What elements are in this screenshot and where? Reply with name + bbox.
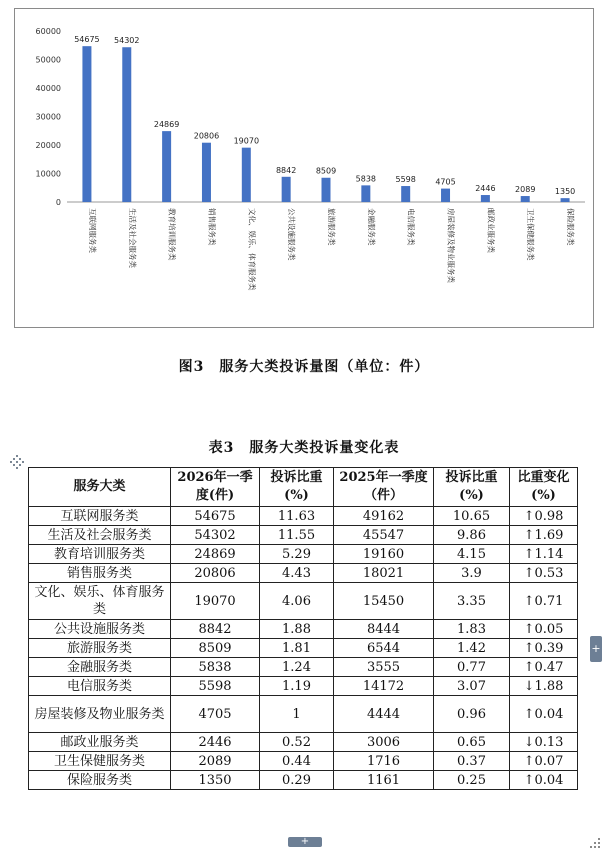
- table-row: [29, 583, 578, 620]
- row-cell: 3.07: [434, 677, 510, 696]
- row-category: 互联网服务类: [29, 507, 171, 526]
- data-label: 2089: [515, 185, 536, 195]
- table-row: [29, 677, 578, 696]
- row-cell: 1: [260, 696, 334, 733]
- x-tick-label: 房屋装修及物业服务类: [446, 208, 456, 283]
- row-cell: 15450: [334, 583, 434, 620]
- row-category: 生活及社会服务类: [29, 526, 171, 545]
- row-cell: 0.29: [260, 771, 334, 790]
- row-cell: ↑0.98: [510, 507, 578, 526]
- row-cell: 0.77: [434, 658, 510, 677]
- data-label: 5838: [355, 174, 377, 184]
- header-2026-q1: 2026年一季度(件): [171, 468, 260, 507]
- header-share-change: 比重变化(%): [510, 468, 578, 507]
- bar: [322, 178, 331, 202]
- figure-caption: 图3 服务大类投诉量图（单位：件）: [178, 359, 430, 375]
- row-category: 教育培训服务类: [29, 545, 171, 564]
- data-label: 2446: [475, 184, 496, 194]
- table-row: [29, 526, 578, 545]
- bar: [521, 196, 530, 202]
- row-cell: 2089: [171, 752, 260, 771]
- resize-handle-icon[interactable]: [590, 838, 600, 848]
- table-header-row: [29, 468, 578, 507]
- y-tick-label: 10000: [35, 169, 61, 179]
- header-2025-q1: 2025年一季度（件）: [334, 468, 434, 507]
- row-cell: ↑0.71: [510, 583, 578, 620]
- row-cell: 6544: [334, 639, 434, 658]
- row-cell: 20806: [171, 564, 260, 583]
- header-share-2025: 投诉比重(%): [434, 468, 510, 507]
- row-cell: 5598: [171, 677, 260, 696]
- row-cell: 5838: [171, 658, 260, 677]
- row-cell: 3.9: [434, 564, 510, 583]
- data-label: 4705: [435, 177, 456, 187]
- row-cell: 0.25: [434, 771, 510, 790]
- bar: [441, 189, 450, 202]
- row-cell: 54302: [171, 526, 260, 545]
- row-cell: 14172: [334, 677, 434, 696]
- row-cell: 0.44: [260, 752, 334, 771]
- row-cell: ↑0.47: [510, 658, 578, 677]
- row-cell: 11.63: [260, 507, 334, 526]
- row-cell: ↑1.14: [510, 545, 578, 564]
- bar: [162, 131, 171, 202]
- row-cell: ↑0.05: [510, 620, 578, 639]
- table-row: [29, 507, 578, 526]
- row-cell: ↓0.13: [510, 733, 578, 752]
- row-category: 销售服务类: [29, 564, 171, 583]
- row-cell: 3.35: [434, 583, 510, 620]
- row-cell: ↑0.39: [510, 639, 578, 658]
- y-tick-label: 40000: [35, 84, 61, 93]
- table-row: [29, 771, 578, 790]
- bottom-add-handle[interactable]: [288, 837, 322, 847]
- y-tick-label: 50000: [35, 55, 61, 65]
- row-cell: 24869: [171, 545, 260, 564]
- row-cell: 11.55: [260, 526, 334, 545]
- x-tick-label: 销售服务类: [207, 208, 217, 246]
- row-cell: 4.43: [260, 564, 334, 583]
- data-label: 1350: [554, 187, 576, 197]
- row-category: 保险服务类: [29, 771, 171, 790]
- data-label: 19070: [233, 136, 260, 146]
- row-cell: 1350: [171, 771, 260, 790]
- row-cell: ↓1.88: [510, 677, 578, 696]
- bar: [202, 143, 211, 202]
- row-cell: 1.19: [260, 677, 334, 696]
- x-tick-label: 生活及社会服务类: [127, 208, 137, 268]
- x-tick-label: 文化、娱乐、体育服务类: [247, 208, 257, 291]
- row-category: 卫生保健服务类: [29, 752, 171, 771]
- plus-icon: +: [591, 642, 601, 655]
- x-tick-label: 金融服务类: [366, 208, 376, 246]
- row-cell: ↑0.04: [510, 771, 578, 790]
- row-cell: 4705: [171, 696, 260, 733]
- row-category: 旅游服务类: [29, 639, 171, 658]
- data-label: 54675: [74, 35, 100, 45]
- table-row: [29, 639, 578, 658]
- row-cell: 4444: [334, 696, 434, 733]
- complaints-change-table: [28, 467, 578, 790]
- complaints-bar-chart: [15, 9, 595, 329]
- row-cell: 2446: [171, 733, 260, 752]
- x-tick-label: 电信服务类: [406, 208, 416, 246]
- row-cell: 4.06: [260, 583, 334, 620]
- data-label: 8842: [275, 165, 297, 175]
- row-cell: 1716: [334, 752, 434, 771]
- bar: [561, 198, 570, 202]
- row-cell: 49162: [334, 507, 434, 526]
- y-tick-label: 30000: [35, 112, 61, 122]
- table-row: [29, 564, 578, 583]
- row-cell: 1161: [334, 771, 434, 790]
- x-tick-label: 教育培训服务类: [167, 208, 177, 261]
- row-cell: 9.86: [434, 526, 510, 545]
- row-cell: 8842: [171, 620, 260, 639]
- row-cell: 1.42: [434, 639, 510, 658]
- row-cell: 19160: [334, 545, 434, 564]
- row-cell: 1.81: [260, 639, 334, 658]
- table-row: [29, 658, 578, 677]
- row-cell: 0.65: [434, 733, 510, 752]
- y-tick-label: 0: [55, 198, 61, 207]
- bar: [82, 46, 91, 202]
- row-cell: 5.29: [260, 545, 334, 564]
- x-tick-label: 公共设施服务类: [287, 208, 297, 261]
- row-category: 文化、娱乐、体育服务类: [29, 583, 171, 620]
- row-cell: ↑0.07: [510, 752, 578, 771]
- y-tick-label: 20000: [35, 141, 61, 150]
- data-label: 5598: [395, 175, 416, 185]
- row-category: 电信服务类: [29, 677, 171, 696]
- row-cell: ↑0.53: [510, 564, 578, 583]
- bar: [282, 177, 291, 202]
- side-add-handle[interactable]: [590, 636, 602, 662]
- bar-chart-frame: [14, 8, 594, 328]
- bar: [122, 47, 131, 202]
- row-cell: 3006: [334, 733, 434, 752]
- row-cell: 19070: [171, 583, 260, 620]
- row-cell: ↑1.69: [510, 526, 578, 545]
- row-category: 房屋装修及物业服务类: [29, 696, 171, 733]
- row-cell: 54675: [171, 507, 260, 526]
- data-label: 8509: [315, 166, 337, 176]
- bar: [361, 185, 370, 202]
- bar: [242, 148, 251, 202]
- bar: [481, 195, 490, 202]
- header-share-2026: 投诉比重(%): [260, 468, 334, 507]
- row-cell: 0.37: [434, 752, 510, 771]
- table-row: [29, 620, 578, 639]
- plus-icon: +: [300, 836, 310, 847]
- row-category: 公共设施服务类: [29, 620, 171, 639]
- bar: [401, 186, 410, 202]
- data-label: 24869: [153, 120, 180, 130]
- row-cell: 8509: [171, 639, 260, 658]
- data-label: 20806: [193, 131, 220, 141]
- row-category: 金融服务类: [29, 658, 171, 677]
- data-label: 54302: [114, 36, 140, 46]
- x-tick-label: 保险服务类: [566, 208, 576, 246]
- x-tick-label: 互联网服务类: [87, 208, 97, 253]
- header-category: 服务大类: [29, 468, 171, 507]
- row-cell: 18021: [334, 564, 434, 583]
- row-cell: 4.15: [434, 545, 510, 564]
- row-cell: 1.24: [260, 658, 334, 677]
- x-tick-label: 旅游服务类: [327, 208, 336, 246]
- table-title: 表3 服务大类投诉量变化表: [208, 440, 400, 456]
- table-row: [29, 733, 578, 752]
- row-cell: 1.83: [434, 620, 510, 639]
- move-anchor-icon[interactable]: [10, 455, 24, 469]
- x-tick-label: 邮政业服务类: [486, 208, 496, 254]
- row-cell: 0.96: [434, 696, 510, 733]
- table-row: [29, 545, 578, 564]
- row-cell: 10.65: [434, 507, 510, 526]
- table-row: [29, 696, 578, 733]
- row-cell: 3555: [334, 658, 434, 677]
- row-cell: 0.52: [260, 733, 334, 752]
- row-cell: 45547: [334, 526, 434, 545]
- y-tick-label: 60000: [35, 27, 61, 36]
- row-cell: 8444: [334, 620, 434, 639]
- row-cell: 1.88: [260, 620, 334, 639]
- row-cell: ↑0.04: [510, 696, 578, 733]
- table-row: [29, 752, 578, 771]
- x-tick-label: 卫生保健服务类: [526, 208, 536, 261]
- row-category: 邮政业服务类: [29, 733, 171, 752]
